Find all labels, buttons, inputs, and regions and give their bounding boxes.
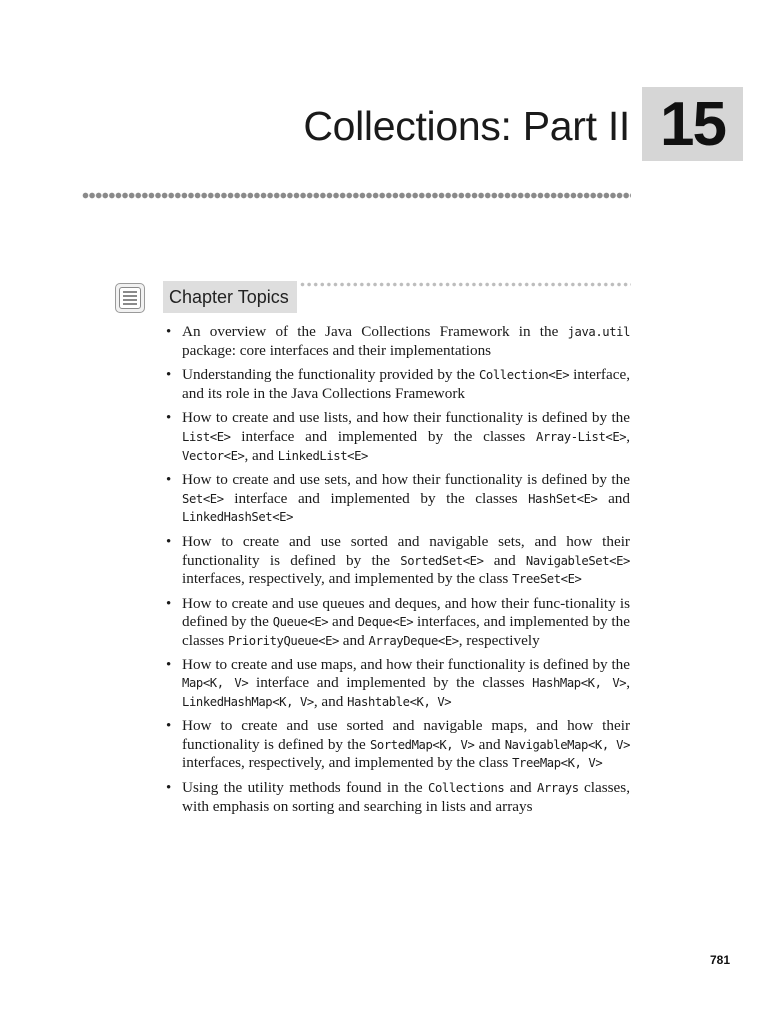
topic-text: and (504, 779, 538, 797)
code-term: HashSet<E> (528, 491, 598, 506)
code-term: Hashtable<K, V> (347, 694, 452, 709)
topic-text: , (626, 674, 631, 692)
topics-dotted-rule (300, 282, 631, 287)
topic-text: classes, with emphasis on sorting and searching in lists and arrays (182, 779, 630, 815)
chapter-number: 15 (660, 89, 725, 159)
topic-text: , (626, 427, 630, 445)
topic-text: interfaces, respectively, and implemented by the class (182, 754, 513, 772)
code-term: TreeSet<E> (512, 572, 582, 587)
topic-text: interfaces, and implemented by the classes (182, 613, 630, 649)
topic-text: interface and implemented by the classes (230, 427, 537, 445)
code-term: Collection<E> (478, 368, 570, 383)
list-icon (115, 283, 145, 313)
code-term: List<E> (182, 429, 231, 444)
topic-item (163, 533, 630, 589)
title-dotted-rule (82, 192, 631, 199)
chapter-topics-heading: Chapter Topics (163, 281, 297, 313)
topic-text: How to create and use sorted and navigable sets, and how their functionality is defined by the (182, 532, 630, 569)
topic-text: interface and implemented by the classes (248, 674, 533, 692)
topic-item (163, 323, 630, 360)
code-term: LinkedHashSet<E> (182, 510, 293, 525)
topic-text: interface, and its role in the Java Collections Framework (182, 366, 630, 402)
code-term: Queue<E> (272, 615, 329, 630)
code-term: SortedSet<E> (400, 553, 484, 568)
topic-item (163, 595, 630, 651)
code-term: PriorityQueue<E> (227, 633, 339, 648)
topic-text: , and (244, 446, 278, 464)
topic-item (163, 471, 630, 527)
code-term: Array-List<E> (536, 429, 627, 444)
topic-item (163, 366, 630, 403)
topic-item (163, 779, 630, 816)
code-term: Set<E> (182, 491, 224, 506)
topic-item (163, 717, 630, 773)
code-term: HashMap<K, V> (532, 676, 627, 691)
chapter-title: Collections: Part II (303, 103, 630, 150)
topic-text: and (328, 613, 358, 631)
code-term: NavigableMap<K, V> (504, 737, 630, 752)
topic-text: How to create and use lists, and how their functionality is defined by the (182, 409, 630, 427)
code-term: Arrays (537, 781, 579, 796)
code-term: TreeMap<K, V> (512, 756, 603, 771)
topic-text: How to create and use maps, and how their functionality is defined by the (182, 655, 630, 673)
topic-text: Using the utility methods found in the (182, 779, 429, 797)
code-term: Deque<E> (357, 615, 414, 630)
topic-text: and (483, 551, 526, 569)
topic-text: and (338, 631, 369, 649)
topic-text: and (474, 735, 505, 753)
code-term: Map<K, V> (182, 676, 249, 691)
topic-text: interfaces, respectively, and implemented by the class (182, 570, 513, 588)
code-term: Collections (428, 781, 505, 796)
chapter-topics-list (163, 323, 630, 822)
topic-text: An overview of the Java Collections Framework in the (182, 323, 568, 340)
topic-text: How to create and use sorted and navigable maps, and how their functionality is defined by the (182, 717, 630, 753)
code-term: SortedMap<K, V> (369, 737, 475, 752)
page-number: 781 (710, 953, 731, 967)
topic-text: Understanding the functionality provided by the (182, 366, 479, 384)
topic-item (163, 409, 630, 465)
code-term: java.util (567, 325, 630, 339)
topic-item (163, 656, 630, 712)
code-term: ArrayDeque<E> (368, 633, 459, 648)
code-term: LinkedHashMap<K, V> (182, 694, 314, 709)
topic-text: How to create and use sets, and how their functionality is defined by the (182, 471, 630, 489)
topic-text: , respectively (458, 631, 540, 649)
topic-text: package: core interfaces and their implementations (182, 341, 492, 359)
topic-text: and (597, 489, 630, 507)
code-term: LinkedList<E> (277, 448, 368, 463)
topic-text: , and (313, 692, 348, 710)
code-term: Vector<E> (182, 448, 245, 463)
topic-text: interface and implemented by the classes (223, 489, 529, 507)
code-term: NavigableSet<E> (525, 553, 630, 568)
chapter-number-box (642, 87, 743, 161)
topic-text: How to create and use queues and deques, and how their func-tionality is defined by the (182, 594, 630, 631)
